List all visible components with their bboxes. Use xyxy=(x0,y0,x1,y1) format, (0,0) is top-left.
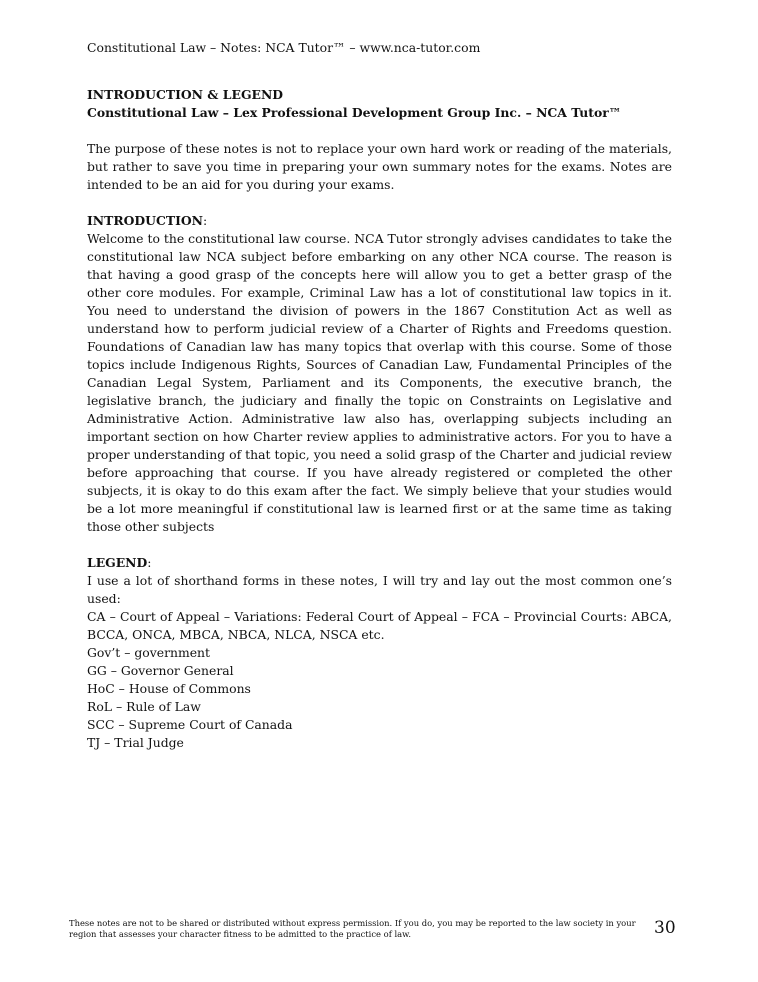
running-header: Constitutional Law – Notes: NCA Tutor™ – www.nca-tutor.com xyxy=(87,40,481,55)
legend-heading-colon: : xyxy=(147,555,152,570)
footer-notice: These notes are not to be shared or distributed without express permission. If you do, you may be reported to the law society in your region that assesses your character fitness to be admitted to the practice of law. xyxy=(69,918,636,939)
spacer xyxy=(87,536,672,554)
legend-heading xyxy=(87,554,672,572)
page-number: 30 xyxy=(654,918,676,938)
purpose-paragraph: The purpose of these notes is not to replace your own hard work or reading of the materials, but rather to save you time in preparing your own summary notes for the exams. Notes are intended to be an aid for you during your exams. xyxy=(87,141,672,192)
legend-item: SCC – Supreme Court of Canada xyxy=(87,717,293,732)
legend-list xyxy=(87,608,672,752)
legend-item: HoC – House of Commons xyxy=(87,681,251,696)
legend-item: Gov’t – government xyxy=(87,645,211,660)
legend-item: RoL – Rule of Law xyxy=(87,699,201,714)
legend-intro: I use a lot of shorthand forms in these notes, I will try and lay out the most common one’s used: xyxy=(87,573,672,606)
page-title: INTRODUCTION & LEGEND xyxy=(87,87,284,102)
spacer xyxy=(87,194,672,212)
main-content xyxy=(87,86,672,752)
legend-heading-text: LEGEND xyxy=(87,555,148,570)
page-subtitle: Constitutional Law – Lex Professional Development Group Inc. – NCA Tutor™ xyxy=(87,105,622,120)
introduction-body: Welcome to the constitutional law course. NCA Tutor strongly advises candidates to take the constitutional law NCA subject before embarking on any other NCA course. The reason is that having a good grasp of the concepts here will allow you to get a better grasp of the other core modules. For example, Criminal Law has a lot of constitutional law topics in it. You need to understand the division of powers in the 1867 Constitution Act as well as understand how to perform judicial review of a Charter of Rights and Freedoms question. Foundations of Canadian law has many topics that overlap with this course. Some of those topics include Indigenous Rights, Sources of Canadian Law, Fundamental Principles of the Canadian Legal System, Parliament and its Components, the executive branch, the legislative branch, the judiciary and finally the topic on Constraints on Legislative and Administrative Action. Administrative law also has, overlapping subjects including an important section on how Charter review applies to administrative actors. For you to have a proper understanding of that topic, you need a solid grasp of the Charter and judicial review before approaching that course. If you have already registered or completed the other subjects, it is okay to do this exam after the fact. We simply believe that your studies would be a lot more meaningful if constitutional law is learned first or at the same time as taking those other subjects xyxy=(87,231,672,534)
legend-item: CA – Court of Appeal – Variations: Federal Court of Appeal – FCA – Provincial Courts: ABCA, BCCA, ONCA, MBCA, NBCA, NLCA, NSCA etc. xyxy=(87,609,672,642)
introduction-heading-colon: : xyxy=(202,213,208,228)
introduction-heading xyxy=(87,212,672,230)
introduction-heading-text: INTRODUCTION xyxy=(87,213,203,228)
legend-item: TJ – Trial Judge xyxy=(87,735,184,750)
legend-item: GG – Governor General xyxy=(87,663,234,678)
